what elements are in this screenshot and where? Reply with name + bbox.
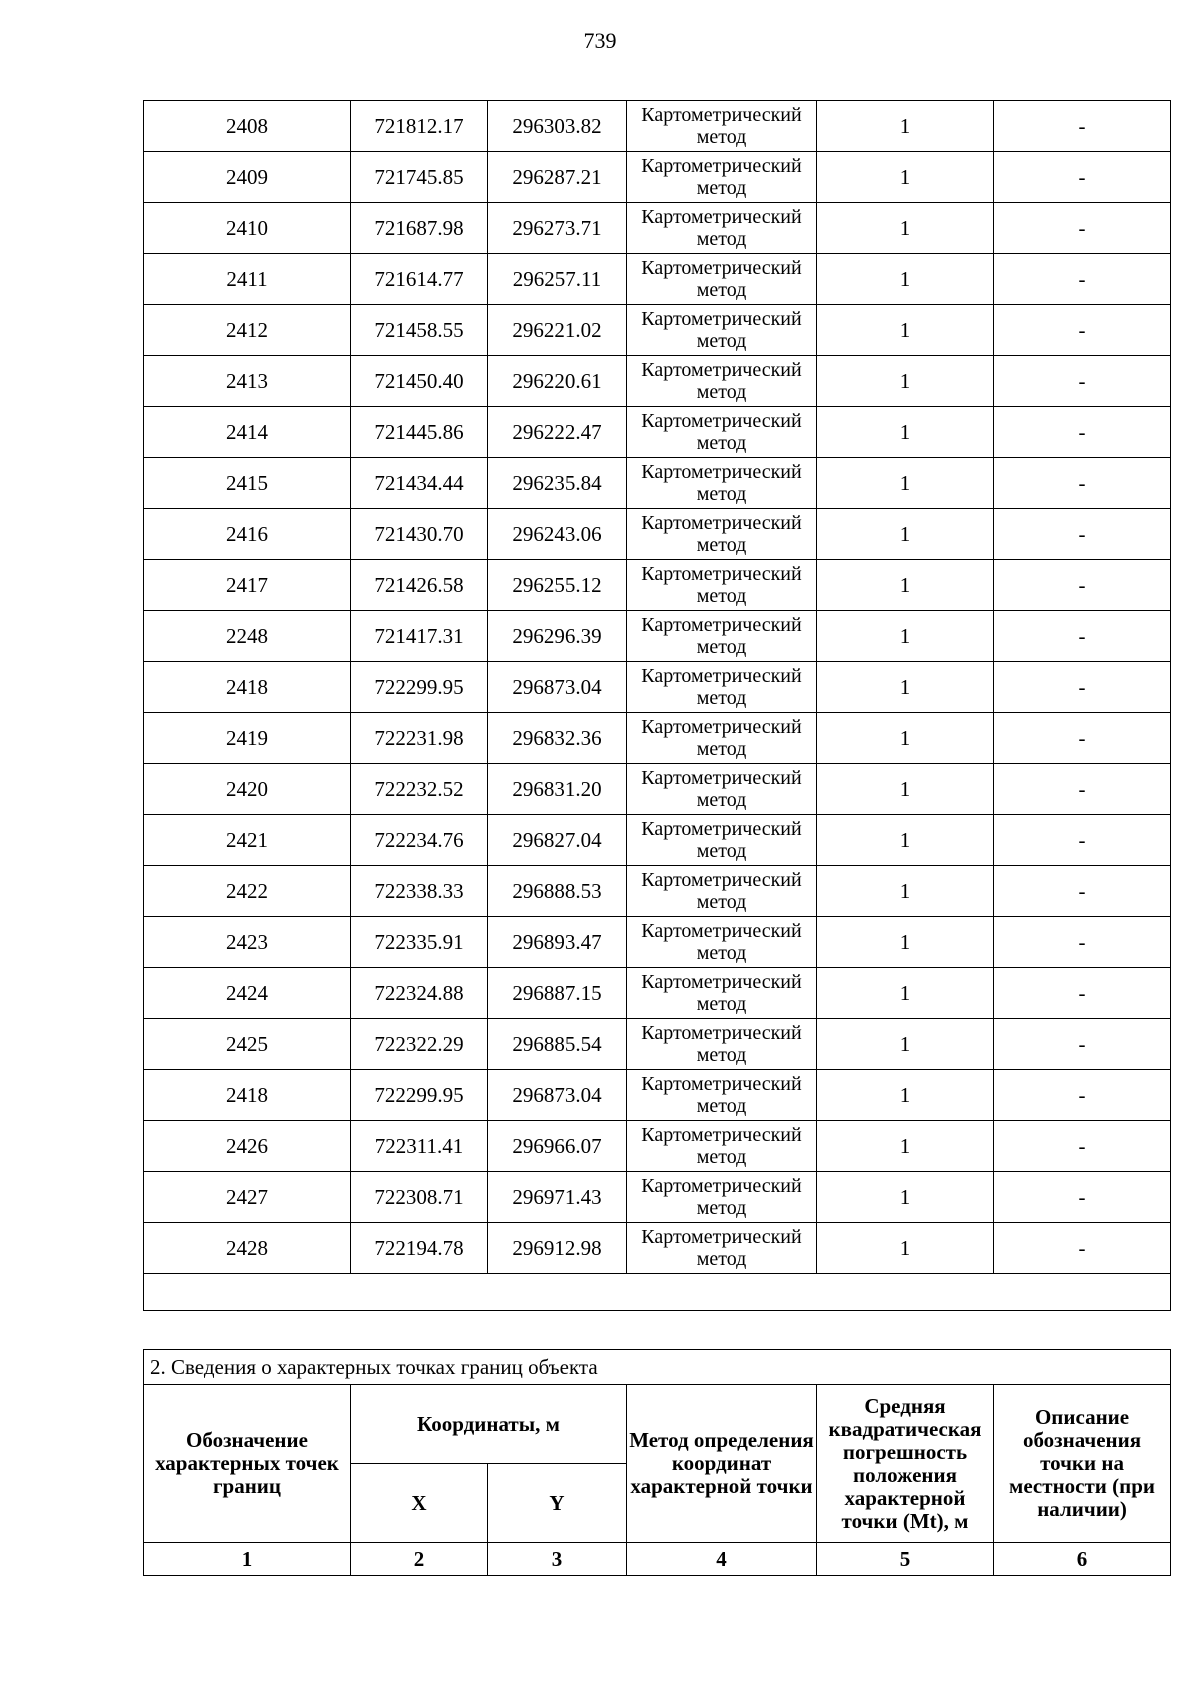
table-row	[144, 560, 1171, 611]
table-row	[144, 1019, 1171, 1070]
point-description: -	[994, 1172, 1171, 1223]
point-description: -	[994, 1121, 1171, 1172]
point-x: 721812.17	[351, 101, 488, 152]
point-id: 2422	[144, 866, 351, 917]
table-row	[144, 611, 1171, 662]
point-x: 722194.78	[351, 1223, 488, 1274]
point-description: -	[994, 1070, 1171, 1121]
point-y: 296912.98	[488, 1223, 627, 1274]
point-description: -	[994, 305, 1171, 356]
point-id: 2424	[144, 968, 351, 1019]
point-x: 722338.33	[351, 866, 488, 917]
point-method: Картометрический метод	[627, 1172, 817, 1223]
point-method: Картометрический метод	[627, 1070, 817, 1121]
point-description: -	[994, 611, 1171, 662]
point-y: 296885.54	[488, 1019, 627, 1070]
section-title: 2. Сведения о характерных точках границ объекта	[144, 1350, 1171, 1385]
header-designation: Обозначение характерных точек границ	[144, 1385, 351, 1543]
point-y: 296873.04	[488, 1070, 627, 1121]
point-id: 2410	[144, 203, 351, 254]
point-id: 2415	[144, 458, 351, 509]
table-row	[144, 305, 1171, 356]
point-description: -	[994, 968, 1171, 1019]
point-x: 722232.52	[351, 764, 488, 815]
point-y: 296887.15	[488, 968, 627, 1019]
point-mt: 1	[817, 764, 994, 815]
table-row	[144, 1223, 1171, 1274]
point-y: 296257.11	[488, 254, 627, 305]
point-mt: 1	[817, 866, 994, 917]
point-y: 296222.47	[488, 407, 627, 458]
point-x: 721426.58	[351, 560, 488, 611]
point-x: 721687.98	[351, 203, 488, 254]
table-row	[144, 152, 1171, 203]
point-y: 296873.04	[488, 662, 627, 713]
table-row	[144, 407, 1171, 458]
point-y: 296832.36	[488, 713, 627, 764]
point-x: 722308.71	[351, 1172, 488, 1223]
point-x: 721445.86	[351, 407, 488, 458]
point-description: -	[994, 203, 1171, 254]
point-y: 296296.39	[488, 611, 627, 662]
point-description: -	[994, 152, 1171, 203]
point-id: 2425	[144, 1019, 351, 1070]
point-mt: 1	[817, 1223, 994, 1274]
point-method: Картометрический метод	[627, 407, 817, 458]
point-id: 2426	[144, 1121, 351, 1172]
column-number-6: 6	[994, 1543, 1171, 1576]
table-row	[144, 1172, 1171, 1223]
point-id: 2423	[144, 917, 351, 968]
point-method: Картометрический метод	[627, 1223, 817, 1274]
point-description: -	[994, 1223, 1171, 1274]
page-number: 739	[583, 28, 617, 53]
point-x: 722311.41	[351, 1121, 488, 1172]
points-table-body	[144, 101, 1171, 1311]
point-id: 2418	[144, 662, 351, 713]
point-mt: 1	[817, 713, 994, 764]
point-mt: 1	[817, 305, 994, 356]
point-description: -	[994, 917, 1171, 968]
point-mt: 1	[817, 1172, 994, 1223]
point-description: -	[994, 101, 1171, 152]
point-description: -	[994, 866, 1171, 917]
point-mt: 1	[817, 356, 994, 407]
table-row	[144, 866, 1171, 917]
point-method: Картометрический метод	[627, 764, 817, 815]
point-method: Картометрический метод	[627, 458, 817, 509]
point-description: -	[994, 356, 1171, 407]
point-mt: 1	[817, 611, 994, 662]
point-x: 721745.85	[351, 152, 488, 203]
section2-table	[143, 1349, 1171, 1576]
point-x: 722335.91	[351, 917, 488, 968]
point-id: 2411	[144, 254, 351, 305]
point-mt: 1	[817, 968, 994, 1019]
point-description: -	[994, 662, 1171, 713]
empty-cell	[144, 1274, 1171, 1311]
point-method: Картометрический метод	[627, 509, 817, 560]
point-mt: 1	[817, 407, 994, 458]
point-y: 296220.61	[488, 356, 627, 407]
point-x: 721434.44	[351, 458, 488, 509]
point-x: 722234.76	[351, 815, 488, 866]
point-x: 722299.95	[351, 662, 488, 713]
point-id: 2419	[144, 713, 351, 764]
table-row	[144, 815, 1171, 866]
point-x: 722299.95	[351, 1070, 488, 1121]
point-description: -	[994, 509, 1171, 560]
point-description: -	[994, 407, 1171, 458]
table-row	[144, 101, 1171, 152]
point-y: 296243.06	[488, 509, 627, 560]
point-method: Картометрический метод	[627, 917, 817, 968]
point-description: -	[994, 713, 1171, 764]
point-y: 296827.04	[488, 815, 627, 866]
column-number-5: 5	[817, 1543, 994, 1576]
table-row	[144, 458, 1171, 509]
table-row	[144, 917, 1171, 968]
point-y: 296893.47	[488, 917, 627, 968]
point-description: -	[994, 1019, 1171, 1070]
point-mt: 1	[817, 254, 994, 305]
point-y: 296287.21	[488, 152, 627, 203]
point-x: 722231.98	[351, 713, 488, 764]
point-id: 2409	[144, 152, 351, 203]
point-description: -	[994, 764, 1171, 815]
point-x: 721417.31	[351, 611, 488, 662]
table-row	[144, 662, 1171, 713]
point-id: 2427	[144, 1172, 351, 1223]
point-description: -	[994, 560, 1171, 611]
point-id: 2412	[144, 305, 351, 356]
point-mt: 1	[817, 458, 994, 509]
point-mt: 1	[817, 917, 994, 968]
point-description: -	[994, 254, 1171, 305]
point-method: Картометрический метод	[627, 968, 817, 1019]
table-row	[144, 968, 1171, 1019]
point-y: 296831.20	[488, 764, 627, 815]
header-y: Y	[488, 1464, 627, 1543]
point-y: 296303.82	[488, 101, 627, 152]
point-method: Картометрический метод	[627, 866, 817, 917]
point-method: Картометрический метод	[627, 662, 817, 713]
column-number-1: 1	[144, 1543, 351, 1576]
point-mt: 1	[817, 1019, 994, 1070]
point-id: 2421	[144, 815, 351, 866]
point-mt: 1	[817, 1070, 994, 1121]
point-mt: 1	[817, 1121, 994, 1172]
point-method: Картометрический метод	[627, 1019, 817, 1070]
points-table	[143, 100, 1171, 1311]
point-x: 722322.29	[351, 1019, 488, 1070]
point-method: Картометрический метод	[627, 356, 817, 407]
point-x: 721614.77	[351, 254, 488, 305]
point-method: Картометрический метод	[627, 713, 817, 764]
column-number-2: 2	[351, 1543, 488, 1576]
point-x: 721450.40	[351, 356, 488, 407]
point-id: 2408	[144, 101, 351, 152]
point-id: 2428	[144, 1223, 351, 1274]
point-id: 2414	[144, 407, 351, 458]
point-id: 2413	[144, 356, 351, 407]
point-x: 721458.55	[351, 305, 488, 356]
point-x: 721430.70	[351, 509, 488, 560]
column-number-4: 4	[627, 1543, 817, 1576]
point-id: 2420	[144, 764, 351, 815]
point-method: Картометрический метод	[627, 254, 817, 305]
point-y: 296273.71	[488, 203, 627, 254]
table-row	[144, 356, 1171, 407]
point-y: 296888.53	[488, 866, 627, 917]
point-method: Картометрический метод	[627, 815, 817, 866]
point-mt: 1	[817, 101, 994, 152]
table-row	[144, 764, 1171, 815]
point-method: Картометрический метод	[627, 203, 817, 254]
point-description: -	[994, 458, 1171, 509]
table-row	[144, 254, 1171, 305]
point-id: 2248	[144, 611, 351, 662]
point-x: 722324.88	[351, 968, 488, 1019]
point-mt: 1	[817, 662, 994, 713]
point-mt: 1	[817, 203, 994, 254]
table-row	[144, 509, 1171, 560]
point-y: 296255.12	[488, 560, 627, 611]
point-id: 2418	[144, 1070, 351, 1121]
point-y: 296235.84	[488, 458, 627, 509]
point-mt: 1	[817, 152, 994, 203]
header-method: Метод определения координат характерной точки	[627, 1385, 817, 1543]
point-y: 296966.07	[488, 1121, 627, 1172]
point-mt: 1	[817, 815, 994, 866]
point-method: Картометрический метод	[627, 560, 817, 611]
point-method: Картометрический метод	[627, 611, 817, 662]
point-method: Картометрический метод	[627, 152, 817, 203]
table-row	[144, 203, 1171, 254]
point-method: Картометрический метод	[627, 1121, 817, 1172]
empty-table-row	[144, 1274, 1171, 1311]
header-coordinates: Координаты, м	[351, 1385, 627, 1464]
header-description: Описание обозначения точки на местности (при наличии)	[994, 1385, 1171, 1543]
point-y: 296971.43	[488, 1172, 627, 1223]
point-id: 2416	[144, 509, 351, 560]
point-mt: 1	[817, 509, 994, 560]
header-x: X	[351, 1464, 488, 1543]
table-row	[144, 713, 1171, 764]
table-row	[144, 1121, 1171, 1172]
point-description: -	[994, 815, 1171, 866]
table-row	[144, 1070, 1171, 1121]
column-number-3: 3	[488, 1543, 627, 1576]
point-method: Картометрический метод	[627, 101, 817, 152]
header-mt: Средняя квадратическая погрешность положения характерной точки (Mt), м	[817, 1385, 994, 1543]
point-method: Картометрический метод	[627, 305, 817, 356]
point-mt: 1	[817, 560, 994, 611]
point-y: 296221.02	[488, 305, 627, 356]
point-id: 2417	[144, 560, 351, 611]
